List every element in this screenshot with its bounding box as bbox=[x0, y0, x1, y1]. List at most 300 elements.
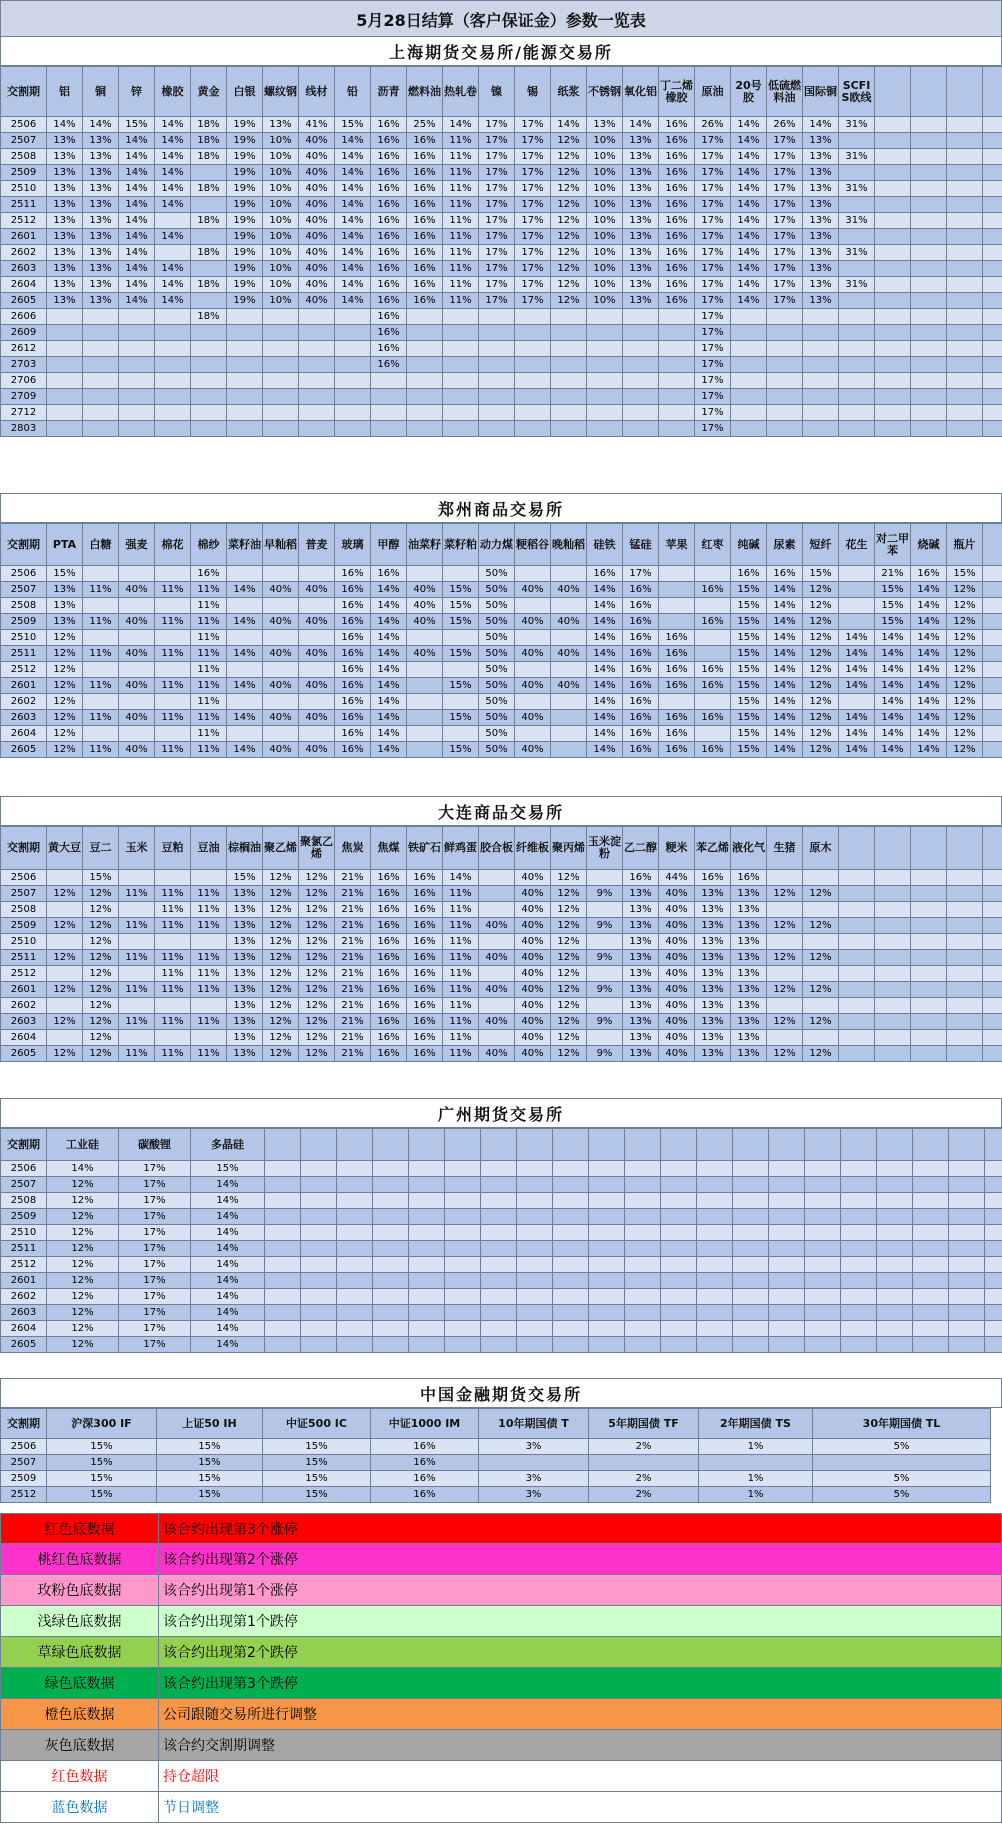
margin-rate-cell bbox=[299, 726, 335, 742]
table-row bbox=[1, 1439, 991, 1455]
margin-rate-cell bbox=[911, 1014, 947, 1030]
margin-rate-cell: 12% bbox=[47, 950, 83, 966]
margin-rate-cell bbox=[409, 1305, 445, 1321]
margin-rate-cell: 12% bbox=[551, 165, 587, 181]
margin-rate-cell: 12% bbox=[803, 1014, 839, 1030]
margin-rate-cell bbox=[589, 1305, 625, 1321]
legend-row bbox=[0, 1668, 1002, 1699]
margin-rate-cell: 17% bbox=[119, 1289, 191, 1305]
margin-rate-cell bbox=[625, 1161, 661, 1177]
margin-rate-cell: 40% bbox=[659, 886, 695, 902]
margin-rate-cell: 17% bbox=[515, 181, 551, 197]
column-header: 聚丙烯 bbox=[551, 827, 587, 870]
margin-rate-cell bbox=[479, 870, 515, 886]
margin-rate-cell: 14% bbox=[911, 710, 947, 726]
delivery-period-cell: 2507 bbox=[1, 1177, 47, 1193]
margin-rate-cell bbox=[335, 389, 371, 405]
margin-rate-cell: 11% bbox=[119, 950, 155, 966]
margin-rate-cell: 11% bbox=[83, 582, 119, 598]
margin-rate-cell: 1% bbox=[699, 1439, 813, 1455]
margin-rate-cell: 17% bbox=[695, 245, 731, 261]
margin-rate-cell bbox=[769, 1193, 805, 1209]
margin-rate-cell: 13% bbox=[263, 117, 299, 133]
margin-rate-cell: 40% bbox=[515, 1014, 551, 1030]
column-header: 铝 bbox=[47, 67, 83, 117]
margin-rate-cell: 16% bbox=[371, 1455, 479, 1471]
margin-rate-cell: 14% bbox=[227, 614, 263, 630]
margin-rate-cell: 17% bbox=[479, 229, 515, 245]
margin-rate-cell bbox=[947, 213, 983, 229]
margin-rate-cell: 14% bbox=[191, 1289, 265, 1305]
legend-label: 灰色底数据 bbox=[1, 1730, 159, 1760]
margin-rate-cell bbox=[479, 357, 515, 373]
delivery-period-cell: 2507 bbox=[1, 1455, 47, 1471]
margin-rate-cell bbox=[371, 405, 407, 421]
margin-rate-cell: 14% bbox=[767, 662, 803, 678]
margin-rate-cell bbox=[589, 1273, 625, 1289]
margin-rate-cell: 40% bbox=[479, 950, 515, 966]
margin-rate-cell: 13% bbox=[47, 229, 83, 245]
margin-rate-cell: 13% bbox=[623, 181, 659, 197]
margin-rate-cell: 16% bbox=[659, 710, 695, 726]
margin-rate-cell bbox=[119, 966, 155, 982]
margin-rate-cell: 12% bbox=[551, 293, 587, 309]
margin-rate-cell: 11% bbox=[443, 1030, 479, 1046]
margin-rate-cell bbox=[911, 149, 947, 165]
margin-rate-cell: 21% bbox=[335, 1014, 371, 1030]
margin-rate-cell: 14% bbox=[839, 630, 875, 646]
margin-rate-cell: 16% bbox=[371, 149, 407, 165]
margin-rate-cell bbox=[839, 405, 875, 421]
margin-rate-cell bbox=[155, 1030, 191, 1046]
margin-rate-cell: 11% bbox=[83, 710, 119, 726]
margin-table-cffex bbox=[0, 1408, 991, 1503]
margin-rate-cell bbox=[877, 1257, 913, 1273]
margin-rate-cell: 15% bbox=[731, 582, 767, 598]
margin-rate-cell: 13% bbox=[623, 229, 659, 245]
margin-rate-cell bbox=[803, 934, 839, 950]
margin-rate-cell bbox=[839, 341, 875, 357]
margin-rate-cell bbox=[191, 197, 227, 213]
margin-rate-cell bbox=[47, 325, 83, 341]
margin-rate-cell bbox=[877, 1273, 913, 1289]
margin-rate-cell: 40% bbox=[119, 710, 155, 726]
margin-rate-cell bbox=[983, 598, 1002, 614]
column-header bbox=[947, 827, 983, 870]
margin-rate-cell bbox=[875, 213, 911, 229]
column-header: 菜籽油 bbox=[227, 524, 263, 566]
margin-rate-cell bbox=[373, 1193, 409, 1209]
margin-rate-cell: 16% bbox=[659, 229, 695, 245]
margin-rate-cell: 12% bbox=[47, 694, 83, 710]
margin-rate-cell bbox=[443, 405, 479, 421]
margin-rate-cell: 15% bbox=[803, 566, 839, 582]
margin-rate-cell: 13% bbox=[83, 197, 119, 213]
margin-rate-cell: 15% bbox=[443, 742, 479, 758]
margin-rate-cell bbox=[841, 1289, 877, 1305]
margin-rate-cell bbox=[407, 357, 443, 373]
margin-rate-cell bbox=[443, 357, 479, 373]
margin-rate-cell bbox=[661, 1321, 697, 1337]
margin-rate-cell bbox=[767, 998, 803, 1014]
margin-rate-cell bbox=[517, 1289, 553, 1305]
margin-rate-cell: 16% bbox=[731, 566, 767, 582]
column-header: 交割期 bbox=[1, 67, 47, 117]
margin-rate-cell bbox=[227, 373, 263, 389]
margin-rate-cell bbox=[515, 421, 551, 437]
margin-rate-cell: 19% bbox=[227, 261, 263, 277]
margin-rate-cell bbox=[407, 710, 443, 726]
margin-rate-cell bbox=[983, 614, 1002, 630]
margin-rate-cell: 14% bbox=[335, 197, 371, 213]
margin-rate-cell: 17% bbox=[695, 149, 731, 165]
column-header: 锰硅 bbox=[623, 524, 659, 566]
margin-rate-cell: 11% bbox=[155, 1014, 191, 1030]
margin-rate-cell: 40% bbox=[515, 710, 551, 726]
margin-rate-cell bbox=[227, 421, 263, 437]
margin-rate-cell: 10% bbox=[587, 133, 623, 149]
margin-rate-cell: 17% bbox=[515, 149, 551, 165]
margin-rate-cell bbox=[119, 405, 155, 421]
margin-rate-cell: 10% bbox=[263, 229, 299, 245]
margin-rate-cell: 12% bbox=[551, 870, 587, 886]
margin-rate-cell: 13% bbox=[623, 1030, 659, 1046]
margin-rate-cell bbox=[947, 934, 983, 950]
margin-rate-cell: 13% bbox=[803, 181, 839, 197]
margin-rate-cell bbox=[805, 1257, 841, 1273]
margin-rate-cell bbox=[911, 902, 947, 918]
table-row bbox=[1, 694, 1002, 710]
margin-rate-cell: 14% bbox=[767, 710, 803, 726]
margin-rate-cell bbox=[983, 389, 1002, 405]
margin-rate-cell bbox=[983, 694, 1002, 710]
margin-rate-cell: 2% bbox=[589, 1487, 699, 1503]
margin-rate-cell bbox=[983, 229, 1002, 245]
margin-rate-cell: 10% bbox=[263, 149, 299, 165]
legend-description: 该合约出现第1个跌停 bbox=[163, 1614, 298, 1630]
margin-rate-cell bbox=[479, 325, 515, 341]
margin-rate-cell: 17% bbox=[695, 277, 731, 293]
column-header: 动力煤 bbox=[479, 524, 515, 566]
margin-rate-cell bbox=[445, 1257, 481, 1273]
table-row bbox=[1, 582, 1002, 598]
margin-rate-cell: 12% bbox=[47, 1337, 119, 1353]
margin-rate-cell: 11% bbox=[191, 678, 227, 694]
margin-rate-cell: 15% bbox=[443, 710, 479, 726]
margin-table-czce bbox=[0, 523, 1002, 758]
column-header: 红枣 bbox=[695, 524, 731, 566]
margin-rate-cell: 31% bbox=[839, 213, 875, 229]
column-header bbox=[805, 1129, 841, 1161]
margin-rate-cell bbox=[877, 1289, 913, 1305]
margin-rate-cell: 12% bbox=[551, 197, 587, 213]
margin-rate-cell bbox=[337, 1305, 373, 1321]
margin-rate-cell: 15% bbox=[731, 742, 767, 758]
margin-rate-cell bbox=[551, 630, 587, 646]
margin-rate-cell bbox=[659, 614, 695, 630]
margin-rate-cell: 14% bbox=[875, 742, 911, 758]
delivery-period-cell: 2803 bbox=[1, 421, 47, 437]
column-header bbox=[911, 827, 947, 870]
margin-rate-cell: 50% bbox=[479, 598, 515, 614]
margin-rate-cell: 10% bbox=[587, 245, 623, 261]
margin-rate-cell: 15% bbox=[157, 1455, 263, 1471]
margin-rate-cell: 21% bbox=[335, 982, 371, 998]
margin-rate-cell: 10% bbox=[587, 229, 623, 245]
margin-rate-cell: 40% bbox=[515, 1046, 551, 1062]
margin-rate-cell: 17% bbox=[515, 197, 551, 213]
margin-rate-cell bbox=[947, 1014, 983, 1030]
margin-rate-cell: 16% bbox=[371, 213, 407, 229]
margin-rate-cell bbox=[695, 694, 731, 710]
margin-rate-cell: 16% bbox=[335, 726, 371, 742]
margin-rate-cell bbox=[335, 421, 371, 437]
margin-rate-cell bbox=[875, 1030, 911, 1046]
margin-rate-cell: 40% bbox=[407, 646, 443, 662]
margin-rate-cell: 11% bbox=[443, 261, 479, 277]
margin-rate-cell: 9% bbox=[587, 950, 623, 966]
margin-rate-cell bbox=[479, 373, 515, 389]
margin-rate-cell: 40% bbox=[659, 918, 695, 934]
margin-rate-cell: 10% bbox=[587, 165, 623, 181]
margin-rate-cell: 12% bbox=[551, 982, 587, 998]
table-row bbox=[1, 1241, 1002, 1257]
margin-rate-cell bbox=[983, 950, 1002, 966]
margin-rate-cell bbox=[697, 1321, 733, 1337]
margin-rate-cell bbox=[803, 357, 839, 373]
margin-rate-cell: 16% bbox=[371, 1046, 407, 1062]
margin-rate-cell bbox=[983, 998, 1002, 1014]
delivery-period-cell: 2508 bbox=[1, 149, 47, 165]
margin-rate-cell: 17% bbox=[767, 277, 803, 293]
margin-rate-cell: 12% bbox=[47, 1321, 119, 1337]
margin-rate-cell bbox=[551, 662, 587, 678]
margin-rate-cell: 16% bbox=[371, 870, 407, 886]
margin-rate-cell bbox=[767, 309, 803, 325]
margin-rate-cell: 26% bbox=[695, 117, 731, 133]
table-row bbox=[1, 934, 1002, 950]
margin-rate-cell: 13% bbox=[623, 293, 659, 309]
margin-rate-cell: 13% bbox=[731, 998, 767, 1014]
margin-rate-cell: 14% bbox=[119, 165, 155, 181]
margin-rate-cell bbox=[587, 1030, 623, 1046]
delivery-period-cell: 2602 bbox=[1, 694, 47, 710]
margin-rate-cell: 12% bbox=[47, 1289, 119, 1305]
margin-rate-cell: 9% bbox=[587, 1046, 623, 1062]
margin-rate-cell bbox=[443, 389, 479, 405]
margin-rate-cell bbox=[875, 870, 911, 886]
margin-rate-cell: 11% bbox=[191, 742, 227, 758]
margin-rate-cell bbox=[587, 309, 623, 325]
margin-rate-cell: 14% bbox=[911, 742, 947, 758]
margin-rate-cell bbox=[731, 389, 767, 405]
column-header: 苯乙烯 bbox=[695, 827, 731, 870]
margin-rate-cell: 13% bbox=[623, 197, 659, 213]
column-header: 花生 bbox=[839, 524, 875, 566]
margin-rate-cell: 13% bbox=[227, 902, 263, 918]
margin-rate-cell: 16% bbox=[623, 726, 659, 742]
margin-rate-cell bbox=[517, 1225, 553, 1241]
margin-rate-cell bbox=[625, 1305, 661, 1321]
legend-label: 浅绿色底数据 bbox=[1, 1606, 159, 1636]
margin-rate-cell bbox=[661, 1193, 697, 1209]
margin-rate-cell: 12% bbox=[299, 886, 335, 902]
margin-rate-cell: 1% bbox=[699, 1471, 813, 1487]
margin-rate-cell: 16% bbox=[407, 950, 443, 966]
margin-rate-cell bbox=[767, 341, 803, 357]
margin-rate-cell bbox=[983, 325, 1002, 341]
margin-rate-cell: 14% bbox=[47, 1161, 119, 1177]
margin-rate-cell bbox=[47, 998, 83, 1014]
margin-rate-cell: 40% bbox=[515, 982, 551, 998]
delivery-period-cell: 2511 bbox=[1, 1241, 47, 1257]
margin-rate-cell: 13% bbox=[731, 934, 767, 950]
margin-rate-cell bbox=[335, 373, 371, 389]
margin-rate-cell: 50% bbox=[479, 614, 515, 630]
delivery-period-cell: 2512 bbox=[1, 1257, 47, 1273]
table-row bbox=[1, 1209, 1002, 1225]
column-header: 交割期 bbox=[1, 827, 47, 870]
margin-rate-cell bbox=[697, 1289, 733, 1305]
margin-rate-cell bbox=[661, 1289, 697, 1305]
margin-rate-cell bbox=[699, 1455, 813, 1471]
column-header bbox=[875, 67, 911, 117]
margin-rate-cell bbox=[947, 902, 983, 918]
margin-rate-cell: 12% bbox=[263, 998, 299, 1014]
margin-rate-cell: 16% bbox=[623, 870, 659, 886]
margin-rate-cell: 14% bbox=[191, 1305, 265, 1321]
margin-rate-cell: 12% bbox=[947, 726, 983, 742]
margin-rate-cell: 14% bbox=[731, 245, 767, 261]
margin-rate-cell: 21% bbox=[335, 1030, 371, 1046]
margin-rate-cell: 16% bbox=[371, 1439, 479, 1455]
margin-rate-cell: 16% bbox=[407, 133, 443, 149]
column-header bbox=[409, 1129, 445, 1161]
margin-rate-cell bbox=[911, 870, 947, 886]
margin-rate-cell bbox=[875, 1046, 911, 1062]
margin-rate-cell: 21% bbox=[335, 1046, 371, 1062]
margin-rate-cell bbox=[587, 934, 623, 950]
margin-rate-cell bbox=[299, 421, 335, 437]
table-row bbox=[1, 662, 1002, 678]
margin-rate-cell bbox=[947, 149, 983, 165]
margin-rate-cell bbox=[949, 1225, 985, 1241]
margin-rate-cell: 12% bbox=[947, 630, 983, 646]
column-header: 氧化铝 bbox=[623, 67, 659, 117]
table-row bbox=[1, 1177, 1002, 1193]
margin-rate-cell bbox=[661, 1337, 697, 1353]
margin-rate-cell bbox=[515, 373, 551, 389]
margin-rate-cell bbox=[949, 1321, 985, 1337]
margin-rate-cell bbox=[985, 1289, 1002, 1305]
margin-rate-cell: 14% bbox=[335, 261, 371, 277]
margin-rate-cell: 13% bbox=[227, 1046, 263, 1062]
margin-rate-cell bbox=[911, 293, 947, 309]
margin-rate-cell: 3% bbox=[479, 1487, 589, 1503]
margin-rate-cell bbox=[839, 1046, 875, 1062]
margin-rate-cell: 19% bbox=[227, 245, 263, 261]
margin-rate-cell bbox=[911, 261, 947, 277]
margin-rate-cell: 14% bbox=[839, 710, 875, 726]
margin-rate-cell bbox=[985, 1177, 1002, 1193]
margin-rate-cell: 14% bbox=[911, 726, 947, 742]
margin-rate-cell: 13% bbox=[803, 293, 839, 309]
margin-rate-cell: 16% bbox=[659, 662, 695, 678]
margin-rate-cell bbox=[553, 1289, 589, 1305]
margin-rate-cell bbox=[983, 678, 1002, 694]
column-header bbox=[373, 1129, 409, 1161]
margin-rate-cell bbox=[155, 213, 191, 229]
margin-rate-cell: 17% bbox=[767, 213, 803, 229]
margin-rate-cell: 12% bbox=[803, 918, 839, 934]
margin-rate-cell bbox=[983, 245, 1002, 261]
column-header: 纯碱 bbox=[731, 524, 767, 566]
margin-rate-cell: 40% bbox=[299, 678, 335, 694]
margin-rate-cell: 11% bbox=[83, 614, 119, 630]
margin-rate-cell: 9% bbox=[587, 918, 623, 934]
margin-rate-cell: 12% bbox=[263, 870, 299, 886]
margin-rate-cell bbox=[337, 1273, 373, 1289]
margin-rate-cell bbox=[445, 1225, 481, 1241]
column-header: 棉纱 bbox=[191, 524, 227, 566]
margin-rate-cell bbox=[983, 1014, 1002, 1030]
margin-rate-cell: 17% bbox=[695, 389, 731, 405]
margin-rate-cell bbox=[983, 662, 1002, 678]
margin-rate-cell bbox=[839, 357, 875, 373]
margin-rate-cell: 12% bbox=[299, 918, 335, 934]
margin-rate-cell: 12% bbox=[803, 726, 839, 742]
column-header: 铅 bbox=[335, 67, 371, 117]
margin-rate-cell bbox=[517, 1161, 553, 1177]
delivery-period-cell: 2603 bbox=[1, 710, 47, 726]
margin-rate-cell: 17% bbox=[695, 309, 731, 325]
column-header: 锌 bbox=[119, 67, 155, 117]
margin-rate-cell bbox=[227, 357, 263, 373]
margin-rate-cell bbox=[587, 389, 623, 405]
margin-rate-cell bbox=[407, 421, 443, 437]
margin-rate-cell: 16% bbox=[659, 293, 695, 309]
delivery-period-cell: 2509 bbox=[1, 165, 47, 181]
margin-rate-cell: 16% bbox=[407, 1014, 443, 1030]
margin-rate-cell bbox=[155, 421, 191, 437]
margin-rate-cell: 11% bbox=[191, 614, 227, 630]
margin-rate-cell bbox=[589, 1337, 625, 1353]
table-row bbox=[1, 309, 1002, 325]
margin-rate-cell: 14% bbox=[227, 582, 263, 598]
margin-rate-cell: 16% bbox=[695, 614, 731, 630]
margin-rate-cell bbox=[731, 357, 767, 373]
margin-rate-cell: 12% bbox=[47, 1241, 119, 1257]
margin-rate-cell bbox=[551, 710, 587, 726]
margin-rate-cell: 14% bbox=[587, 582, 623, 598]
margin-rate-cell: 12% bbox=[47, 1209, 119, 1225]
margin-rate-cell: 14% bbox=[839, 742, 875, 758]
margin-rate-cell bbox=[875, 357, 911, 373]
margin-rate-cell bbox=[443, 662, 479, 678]
table-row bbox=[1, 165, 1002, 181]
margin-rate-cell: 14% bbox=[119, 213, 155, 229]
margin-rate-cell bbox=[263, 389, 299, 405]
table-header-row bbox=[1, 67, 1002, 117]
margin-rate-cell: 13% bbox=[695, 902, 731, 918]
margin-rate-cell: 15% bbox=[47, 1487, 157, 1503]
margin-rate-cell: 16% bbox=[695, 710, 731, 726]
margin-rate-cell: 12% bbox=[83, 1046, 119, 1062]
margin-rate-cell bbox=[119, 566, 155, 582]
margin-rate-cell bbox=[335, 357, 371, 373]
table-row bbox=[1, 1321, 1002, 1337]
margin-rate-cell bbox=[515, 389, 551, 405]
